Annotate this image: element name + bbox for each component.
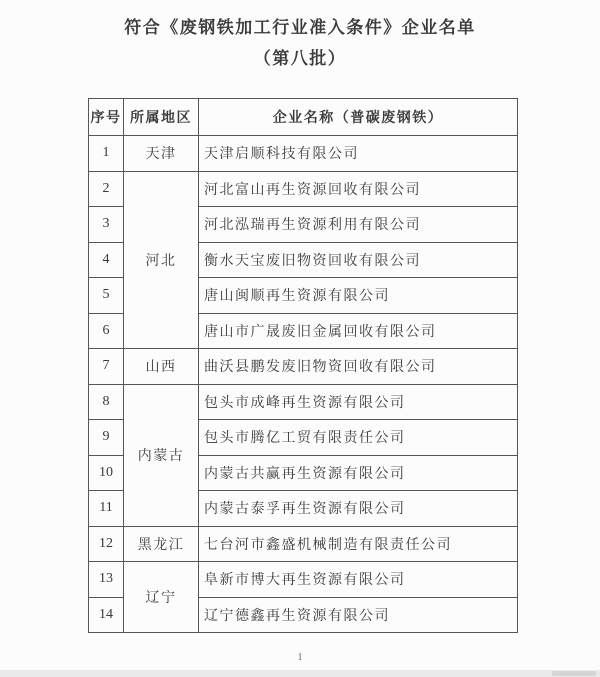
company-name-cell: 唐山市广晟废旧金属回收有限公司 xyxy=(199,313,518,349)
row-seq-number: 6 xyxy=(89,313,124,349)
table-row xyxy=(89,136,518,172)
row-seq-number: 10 xyxy=(89,455,124,491)
company-name-cell: 阜新市博大再生资源有限公司 xyxy=(199,562,518,598)
scrollbar-thumb[interactable] xyxy=(552,671,596,676)
table-row xyxy=(89,349,518,385)
column-header-company: 企业名称（普碳废钢铁） xyxy=(199,99,518,136)
table-row xyxy=(89,384,518,420)
document-title: 符合《废钢铁加工行业准入条件》企业名单 xyxy=(124,18,476,37)
row-seq-number: 5 xyxy=(89,278,124,314)
company-name-cell: 唐山闽顺再生资源有限公司 xyxy=(199,278,518,314)
row-seq-number: 13 xyxy=(89,562,124,598)
company-name-cell: 包头市成峰再生资源有限公司 xyxy=(199,384,518,420)
table-row xyxy=(89,526,518,562)
row-seq-number: 4 xyxy=(89,242,124,278)
company-name-cell: 河北泓瑞再生资源利用有限公司 xyxy=(199,207,518,243)
row-seq-number: 7 xyxy=(89,349,124,385)
table-header-row xyxy=(89,99,518,136)
row-seq-number: 2 xyxy=(89,171,124,207)
company-name-cell: 包头市腾亿工贸有限责任公司 xyxy=(199,420,518,456)
table-row xyxy=(89,171,518,207)
region-cell: 天津 xyxy=(124,136,199,172)
region-cell: 河北 xyxy=(124,171,199,349)
company-name-cell: 内蒙古泰孚再生资源有限公司 xyxy=(199,491,518,527)
enterprise-list-table xyxy=(88,98,518,633)
company-name-cell: 曲沃县鹏发废旧物资回收有限公司 xyxy=(199,349,518,385)
table-row xyxy=(89,562,518,598)
region-cell: 山西 xyxy=(124,349,199,385)
company-name-cell: 七台河市鑫盛机械制造有限责任公司 xyxy=(199,526,518,562)
region-cell: 内蒙古 xyxy=(124,384,199,526)
row-seq-number: 8 xyxy=(89,384,124,420)
row-seq-number: 3 xyxy=(89,207,124,243)
company-name-cell: 天津启顺科技有限公司 xyxy=(199,136,518,172)
document-subtitle: （第八批） xyxy=(253,49,347,68)
row-seq-number: 9 xyxy=(89,420,124,456)
row-seq-number: 1 xyxy=(89,136,124,172)
row-seq-number: 12 xyxy=(89,526,124,562)
region-cell: 黑龙江 xyxy=(124,526,199,562)
column-header-region: 所属地区 xyxy=(124,99,199,136)
row-seq-number: 11 xyxy=(89,491,124,527)
scrollbar-track xyxy=(0,670,600,677)
company-name-cell: 衡水天宝废旧物资回收有限公司 xyxy=(199,242,518,278)
company-name-cell: 内蒙古共赢再生资源有限公司 xyxy=(199,455,518,491)
company-name-cell: 辽宁德鑫再生资源有限公司 xyxy=(199,597,518,633)
row-seq-number: 14 xyxy=(89,597,124,633)
column-header-seq: 序号 xyxy=(89,99,124,136)
company-name-cell: 河北富山再生资源回收有限公司 xyxy=(199,171,518,207)
region-cell: 辽宁 xyxy=(124,562,199,633)
page-number: 1 xyxy=(297,651,303,663)
